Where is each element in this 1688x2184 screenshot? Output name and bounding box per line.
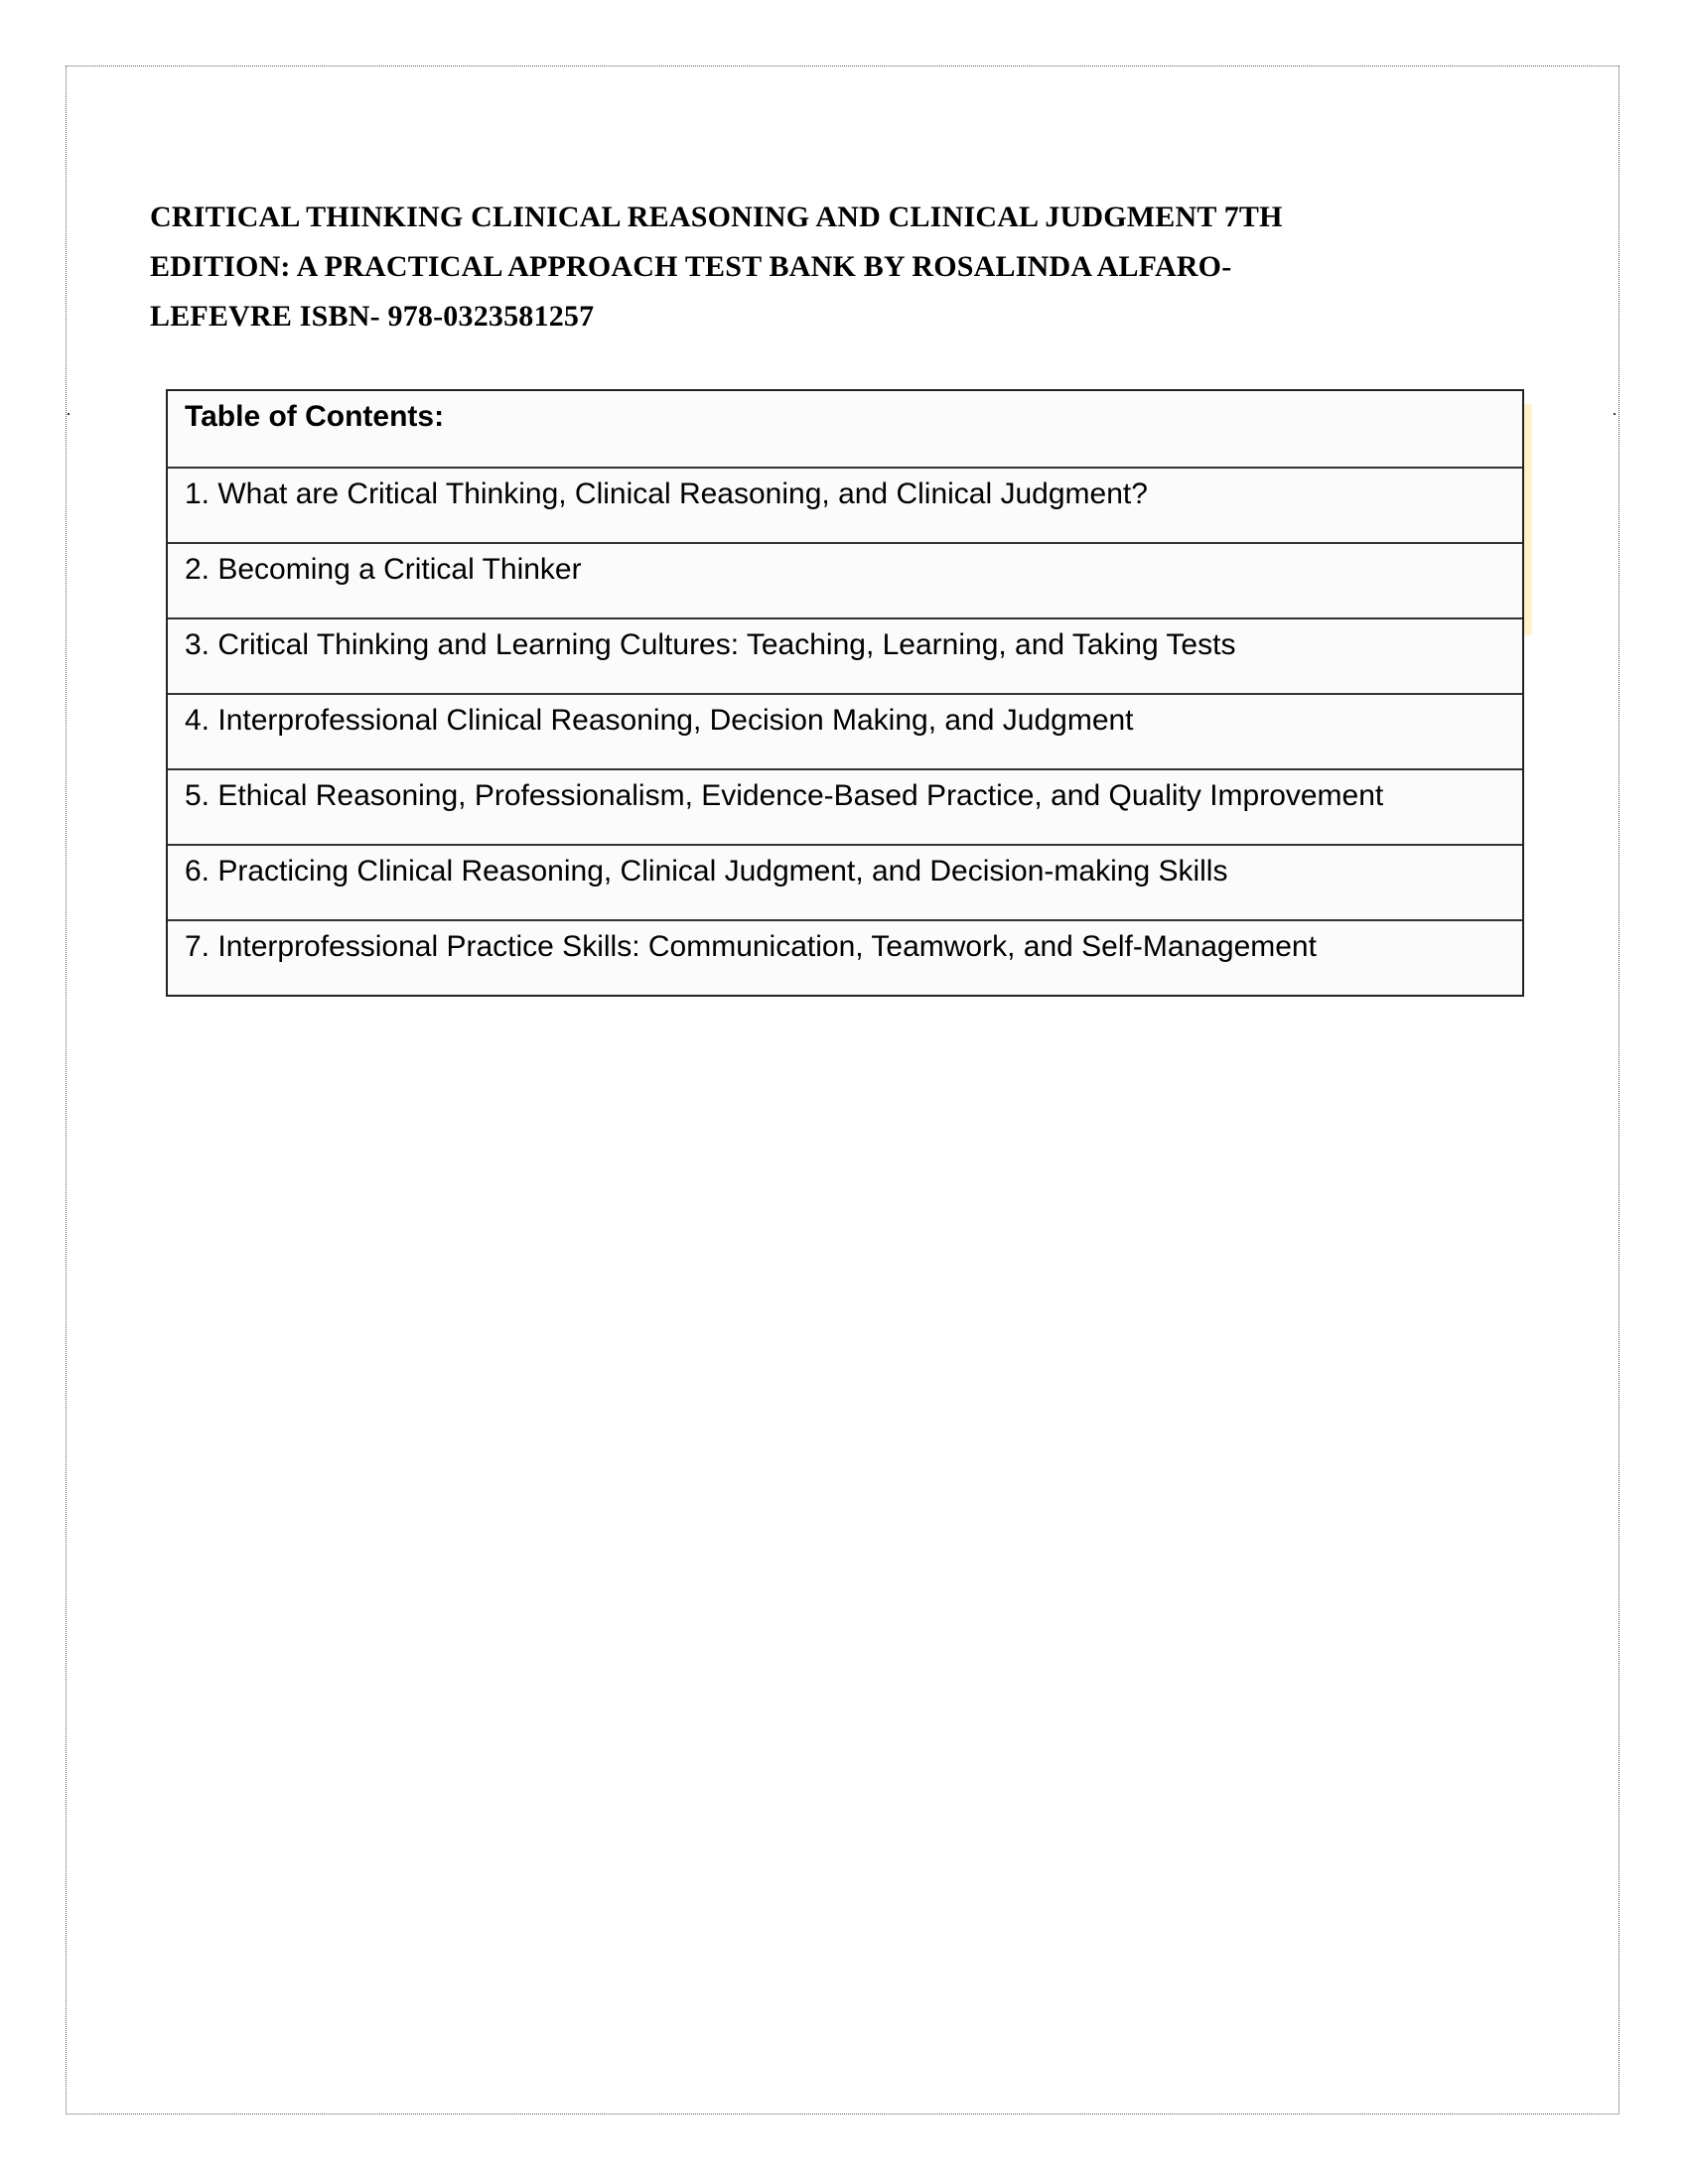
toc-heading: Table of Contents: xyxy=(185,400,445,433)
toc-item: 1. What are Critical Thinking, Clinical Reasoning, and Clinical Judgment? xyxy=(168,467,1522,542)
toc-item: 3. Critical Thinking and Learning Cultures: Teaching, Learning, and Taking Tests xyxy=(168,617,1522,693)
page-border xyxy=(66,66,1619,2115)
margin-dot xyxy=(68,413,70,415)
document-title xyxy=(150,193,1441,341)
toc-item: 2. Becoming a Critical Thinker xyxy=(168,542,1522,617)
toc-item: 4. Interprofessional Clinical Reasoning, Decision Making, and Judgment xyxy=(168,693,1522,768)
title-line-3: LEFEVRE ISBN- 978-0323581257 xyxy=(150,300,595,333)
margin-dot xyxy=(1614,413,1616,415)
title-line-1: CRITICAL THINKING CLINICAL REASONING AND CLINICAL JUDGMENT 7TH xyxy=(150,201,1283,233)
toc-item: 5. Ethical Reasoning, Professionalism, Evidence-Based Practice, and Quality Improvement xyxy=(168,768,1522,844)
table-of-contents xyxy=(166,389,1524,997)
title-line-2: EDITION: A PRACTICAL APPROACH TEST BANK BY ROSALINDA ALFARO- xyxy=(150,250,1232,283)
toc-item: 6. Practicing Clinical Reasoning, Clinical Judgment, and Decision-making Skills xyxy=(168,844,1522,919)
highlight-strip xyxy=(1523,404,1532,635)
toc-item: 7. Interprofessional Practice Skills: Communication, Teamwork, and Self-Management xyxy=(168,919,1522,995)
